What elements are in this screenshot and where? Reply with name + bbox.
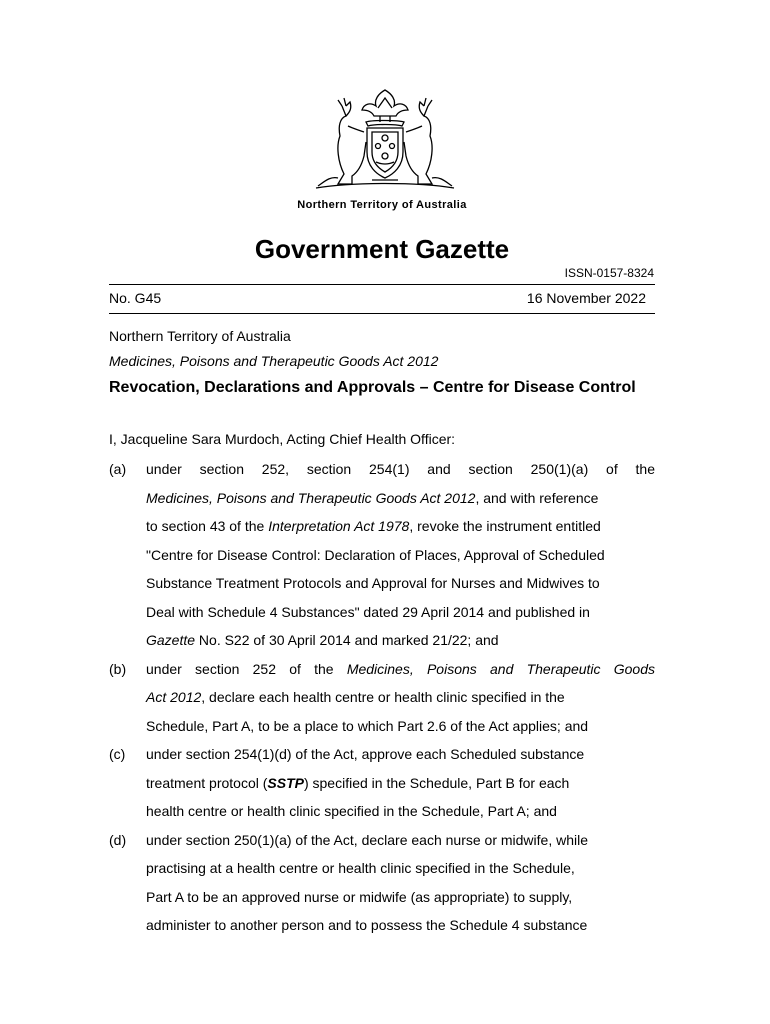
clause-text: under section 252 of the [146, 660, 347, 677]
clause-line [146, 512, 655, 541]
act-citation: Medicines, Poisons and Therapeutic Goods Act 2012 [146, 489, 476, 506]
defined-term: SSTP [267, 774, 304, 791]
clause-line [146, 484, 655, 513]
coat-of-arms-emblem [312, 86, 458, 196]
clause-line: under section 252, section 254(1) and section 250(1)(a) of the [146, 461, 655, 477]
clause-label: (c) [109, 746, 126, 762]
clause-line [146, 655, 655, 684]
clause-line [146, 683, 655, 712]
clause-body [146, 740, 655, 826]
masthead-top-rule [109, 284, 655, 285]
notice-clauses [109, 455, 655, 940]
clause-line: administer to another person and to possess the Schedule 4 substance [146, 917, 588, 933]
notice-intro: I, Jacqueline Sara Murdoch, Acting Chief Health Officer: [109, 431, 456, 447]
issue-number: No. G45 [109, 290, 162, 306]
act-citation: Medicines, Poisons and Therapeutic Goods [346, 660, 655, 677]
masthead-bottom-rule [109, 313, 655, 314]
clause-line: health centre or health clinic specified in the Schedule, Part A; and [146, 803, 557, 819]
clause-line: under section 250(1)(a) of the Act, declare each nurse or midwife, while [146, 831, 589, 848]
clause-line: "Centre for Disease Control: Declaration of Places, Approval of Scheduled [146, 546, 605, 563]
clause-line: Schedule, Part A, to be a place to which Part 2.6 of the Act applies; and [146, 717, 589, 734]
gazette-citation: Gazette [146, 632, 196, 648]
clause-line [146, 769, 655, 798]
clause-d [109, 826, 655, 940]
notice-act-title: Medicines, Poisons and Therapeutic Goods Act 2012 [109, 353, 439, 369]
gazette-title: Government Gazette [254, 234, 510, 264]
clause-text: to section 43 of the [146, 518, 269, 534]
clause-line: Substance Treatment Protocols and Approval for Nurses and Midwives to [146, 575, 600, 591]
clause-text: ) specified in the Schedule, Part B for each [303, 774, 570, 791]
act-citation: Act 2012 [146, 689, 202, 705]
issue-date: 16 November 2022 [526, 290, 646, 306]
clause-text: treatment protocol ( [146, 774, 268, 791]
issn-number: ISSN-0157-8324 [564, 266, 654, 280]
clause-body [146, 455, 655, 655]
notice-jurisdiction: Northern Territory of Australia [109, 328, 291, 344]
act-citation: Interpretation Act 1978 [268, 518, 410, 534]
clause-line: Part A to be an approved nurse or midwife (as appropriate) to supply, [146, 888, 573, 905]
clause-text: , declare each health centre or health clinic specified in the [201, 689, 565, 705]
clause-body [146, 826, 655, 940]
clause-body [146, 655, 655, 741]
clause-text: , revoke the instrument entitled [409, 518, 601, 534]
clause-line [146, 626, 655, 655]
clause-c [109, 740, 655, 826]
clause-label: (b) [109, 660, 127, 677]
clause-line: practising at a health centre or health clinic specified in the Schedule, [146, 860, 575, 876]
territory-label: Northern Territory of Australia [297, 199, 467, 211]
clause-line: Deal with Schedule 4 Substances" dated 29 April 2014 and published in [146, 603, 590, 620]
clause-label: (a) [109, 461, 127, 477]
clause-label: (d) [109, 831, 127, 848]
notice-heading: Revocation, Declarations and Approvals – Centre for Disease Control [109, 379, 636, 396]
clause-text: No. S22 of 30 April 2014 and marked 21/22; and [195, 632, 499, 648]
clause-text: , and with reference [475, 489, 599, 506]
clause-a [109, 455, 655, 655]
clause-line: under section 254(1)(d) of the Act, approve each Scheduled substance [146, 746, 585, 762]
clause-b [109, 655, 655, 741]
